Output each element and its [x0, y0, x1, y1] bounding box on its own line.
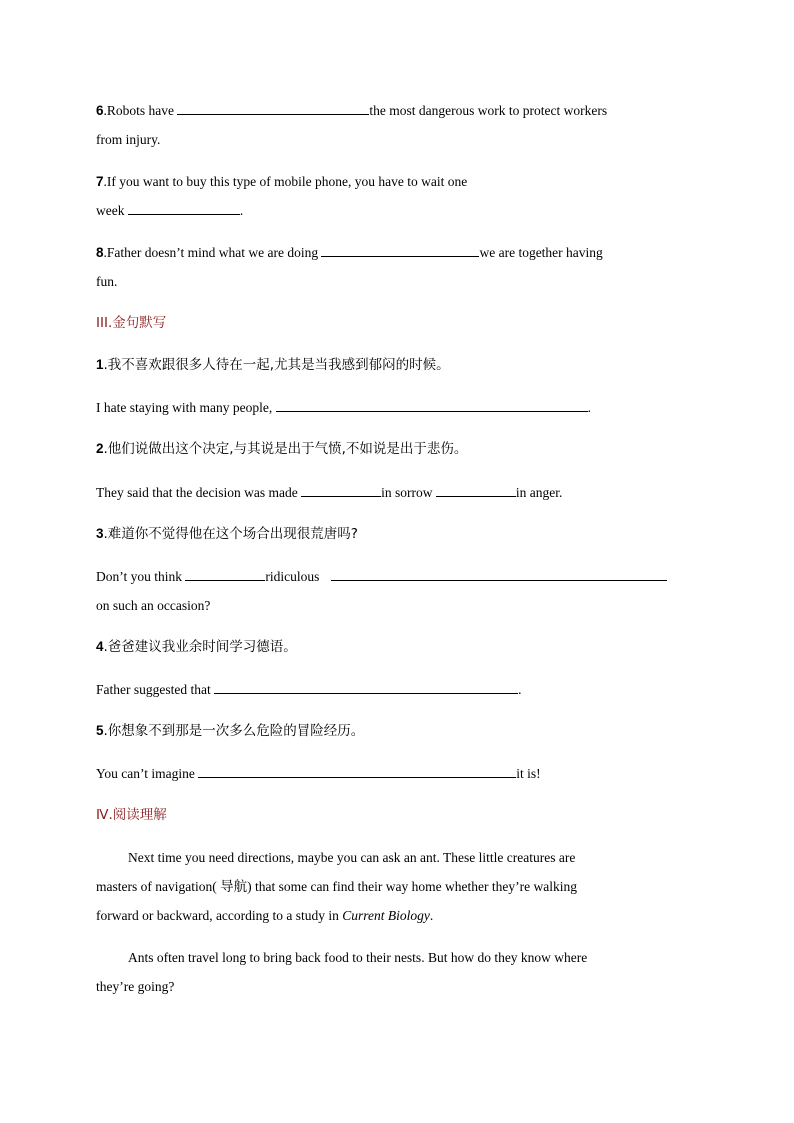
question-text: the most dangerous work to protect workers — [369, 103, 608, 118]
question-text: . — [239, 203, 244, 218]
answer-blank[interactable] — [177, 102, 369, 115]
answer-blank[interactable] — [198, 765, 516, 778]
english-text: ridiculous — [265, 569, 323, 584]
question-number: 1 — [96, 357, 104, 372]
question-text: week — [96, 203, 128, 218]
english-text: in anger. — [515, 485, 563, 500]
answer-blank[interactable] — [185, 568, 265, 581]
chinese-sentence: .难道你不觉得他在这个场合出现很荒唐吗? — [103, 526, 358, 542]
question-number: 5 — [96, 723, 104, 738]
english-text: . — [587, 400, 591, 415]
section-heading-3: III.金句默写 — [96, 315, 167, 331]
question-8-cont: fun. — [96, 274, 118, 289]
sentence-1-en — [96, 399, 591, 417]
chinese-sentence: .爸爸建议我业余时间学习德语。 — [103, 639, 297, 655]
sentence-2-en — [96, 484, 562, 502]
chinese-sentence: .我不喜欢跟很多人待在一起,尤其是当我感到郁闷的时候。 — [103, 357, 450, 373]
question-text: .Father doesn’t mind what we are doing — [103, 245, 322, 260]
reading-text: forward or backward, according to a study in — [96, 908, 343, 923]
reading-paragraph-2-line-2: they’re going? — [96, 979, 175, 994]
sentence-3-cn — [96, 525, 358, 543]
sentence-1-cn — [96, 356, 450, 374]
answer-blank[interactable] — [301, 484, 381, 497]
question-6-cont: from injury. — [96, 132, 161, 147]
answer-blank[interactable] — [321, 244, 479, 257]
answer-blank[interactable] — [436, 484, 516, 497]
english-text: Don’t you think — [96, 569, 186, 584]
question-number: 4 — [96, 639, 104, 654]
answer-blank[interactable] — [331, 568, 667, 581]
english-text: in sorrow — [381, 485, 436, 500]
question-7 — [96, 173, 467, 191]
question-8 — [96, 244, 603, 262]
reading-paragraph-1-line-1: Next time you need directions, maybe you can ask an ant. These little creatures are — [128, 850, 576, 865]
chinese-sentence: .他们说做出这个决定,与其说是出于气愤,不如说是出于悲伤。 — [103, 441, 468, 457]
answer-blank[interactable] — [214, 681, 518, 694]
english-text: They said that the decision was made — [96, 485, 302, 500]
english-text: Father suggested that — [96, 682, 215, 697]
reading-paragraph-2-line-1: Ants often travel long to bring back food to their nests. But how do they know where — [128, 950, 588, 965]
english-text: You can’t imagine — [96, 766, 199, 781]
sentence-3-en — [96, 568, 667, 586]
question-text: .If you want to buy this type of mobile phone, you have to wait one — [103, 174, 468, 189]
sentence-5-en — [96, 765, 541, 783]
reading-paragraph-1-line-3 — [96, 907, 433, 925]
question-number: 7 — [96, 174, 104, 189]
sentence-5-cn — [96, 722, 364, 740]
question-number: 8 — [96, 245, 104, 260]
section-heading-4: Ⅳ.阅读理解 — [96, 807, 167, 823]
english-text: it is! — [516, 766, 541, 781]
english-text: . — [518, 682, 522, 697]
reading-text: . — [429, 908, 434, 923]
answer-blank[interactable] — [128, 202, 240, 215]
question-7-cont — [96, 202, 243, 220]
sentence-4-cn — [96, 638, 297, 656]
question-number: 3 — [96, 526, 104, 541]
chinese-sentence: .你想象不到那是一次多么危险的冒险经历。 — [103, 723, 365, 739]
sentence-4-en — [96, 681, 521, 699]
question-number: 6 — [96, 103, 104, 118]
question-6 — [96, 102, 607, 120]
sentence-2-cn — [96, 440, 467, 458]
question-text: we are together having — [479, 245, 603, 260]
question-number: 2 — [96, 441, 104, 456]
sentence-3-en-cont: on such an occasion? — [96, 598, 211, 613]
journal-title: Current Biology — [342, 908, 430, 923]
answer-blank[interactable] — [276, 399, 588, 412]
english-text: I hate staying with many people, — [96, 400, 276, 415]
question-text: .Robots have — [103, 103, 178, 118]
reading-paragraph-1-line-2: masters of navigation( 导航) that some can find their way home whether they’re walking — [96, 879, 577, 894]
